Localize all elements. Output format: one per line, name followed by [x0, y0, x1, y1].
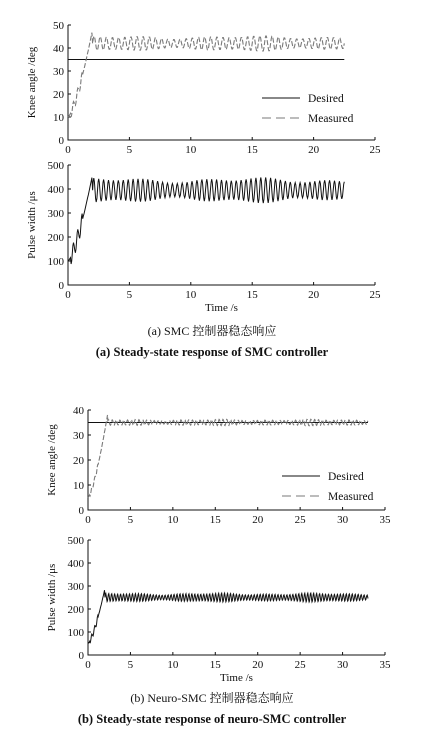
x-tick-label: 10: [185, 144, 197, 156]
y-tick-label: 400: [67, 558, 84, 570]
y-tick-label: 500: [67, 535, 84, 547]
plot-neuro-smc-pulse-width: [46, 535, 391, 684]
x-tick-label: 25: [294, 659, 306, 671]
legend-label: Measured: [308, 113, 354, 125]
x-tick-label: 15: [246, 144, 258, 156]
x-tick-label: 5: [127, 659, 134, 671]
series-line-measured: [68, 33, 344, 117]
y-axis-label: Pulse width /μs: [26, 191, 38, 259]
plot-smc-knee-angle: [26, 20, 381, 156]
x-tick-label: 10: [167, 514, 179, 526]
x-tick-label: 15: [209, 514, 221, 526]
legend-label: Desired: [308, 93, 344, 105]
legend-label: Measured: [328, 491, 374, 503]
x-tick-label: 20: [308, 289, 320, 301]
x-tick-label: 0: [65, 144, 71, 156]
y-tick-label: 400: [47, 184, 64, 196]
caption-b-en: (b) Steady-state response of neuro-SMC controller: [77, 712, 347, 726]
y-tick-label: 0: [58, 135, 64, 147]
y-tick-label: 10: [73, 480, 84, 492]
x-tick-label: 10: [167, 659, 179, 671]
y-tick-label: 300: [67, 581, 84, 593]
x-tick-label: 35: [379, 514, 391, 526]
y-tick-label: 0: [78, 505, 84, 517]
series-line-signal: [88, 590, 368, 643]
x-tick-label: 25: [369, 289, 381, 301]
legend: [282, 471, 374, 503]
caption-a-cn: (a) SMC 控制器稳态响应: [147, 324, 277, 338]
x-tick-label: 20: [252, 659, 264, 671]
x-tick-label: 25: [369, 144, 381, 156]
y-tick-label: 50: [53, 20, 64, 32]
x-axis-label: Time /s: [220, 672, 253, 684]
legend-label: Desired: [328, 471, 364, 483]
x-tick-label: 0: [65, 289, 71, 301]
series-line-measured: [88, 415, 368, 498]
x-tick-label: 5: [127, 514, 134, 526]
x-tick-label: 15: [246, 289, 258, 301]
y-tick-label: 300: [47, 208, 64, 220]
x-tick-label: 30: [337, 514, 349, 526]
y-tick-label: 200: [47, 232, 64, 244]
y-axis-label: Pulse width /μs: [46, 563, 58, 632]
x-axis-label: Time /s: [205, 302, 238, 314]
x-tick-label: 5: [126, 144, 133, 156]
y-tick-label: 40: [53, 43, 64, 55]
y-tick-label: 0: [58, 280, 64, 292]
axes: [88, 540, 385, 655]
y-axis-label: Knee angle /deg: [26, 46, 38, 119]
caption-a-en: (a) Steady-state response of SMC controller: [95, 345, 329, 359]
plot-smc-pulse-width: [26, 160, 381, 314]
x-tick-label: 0: [85, 659, 91, 671]
x-tick-label: 20: [252, 514, 264, 526]
y-tick-label: 10: [53, 112, 64, 124]
x-tick-label: 5: [126, 289, 133, 301]
x-tick-label: 15: [209, 659, 221, 671]
x-tick-label: 0: [85, 514, 91, 526]
y-tick-label: 500: [47, 160, 64, 172]
y-tick-label: 30: [53, 66, 64, 78]
legend: [262, 93, 354, 125]
y-axis-label: Knee angle /deg: [46, 424, 58, 496]
y-tick-label: 40: [73, 405, 84, 417]
x-tick-label: 25: [294, 514, 306, 526]
plot-neuro-smc-knee-angle: [46, 405, 391, 526]
x-tick-label: 35: [379, 659, 391, 671]
x-tick-label: 30: [337, 659, 349, 671]
y-tick-label: 100: [47, 256, 64, 268]
y-tick-label: 20: [73, 455, 84, 467]
y-tick-label: 30: [73, 430, 84, 442]
series-line-signal: [68, 177, 344, 264]
y-tick-label: 20: [53, 89, 64, 101]
y-tick-label: 200: [67, 604, 84, 616]
x-tick-label: 10: [185, 289, 197, 301]
caption-b-cn: (b) Neuro-SMC 控制器稳态响应: [130, 691, 294, 705]
x-tick-label: 20: [308, 144, 320, 156]
y-tick-label: 100: [67, 627, 84, 639]
y-tick-label: 0: [78, 650, 84, 662]
